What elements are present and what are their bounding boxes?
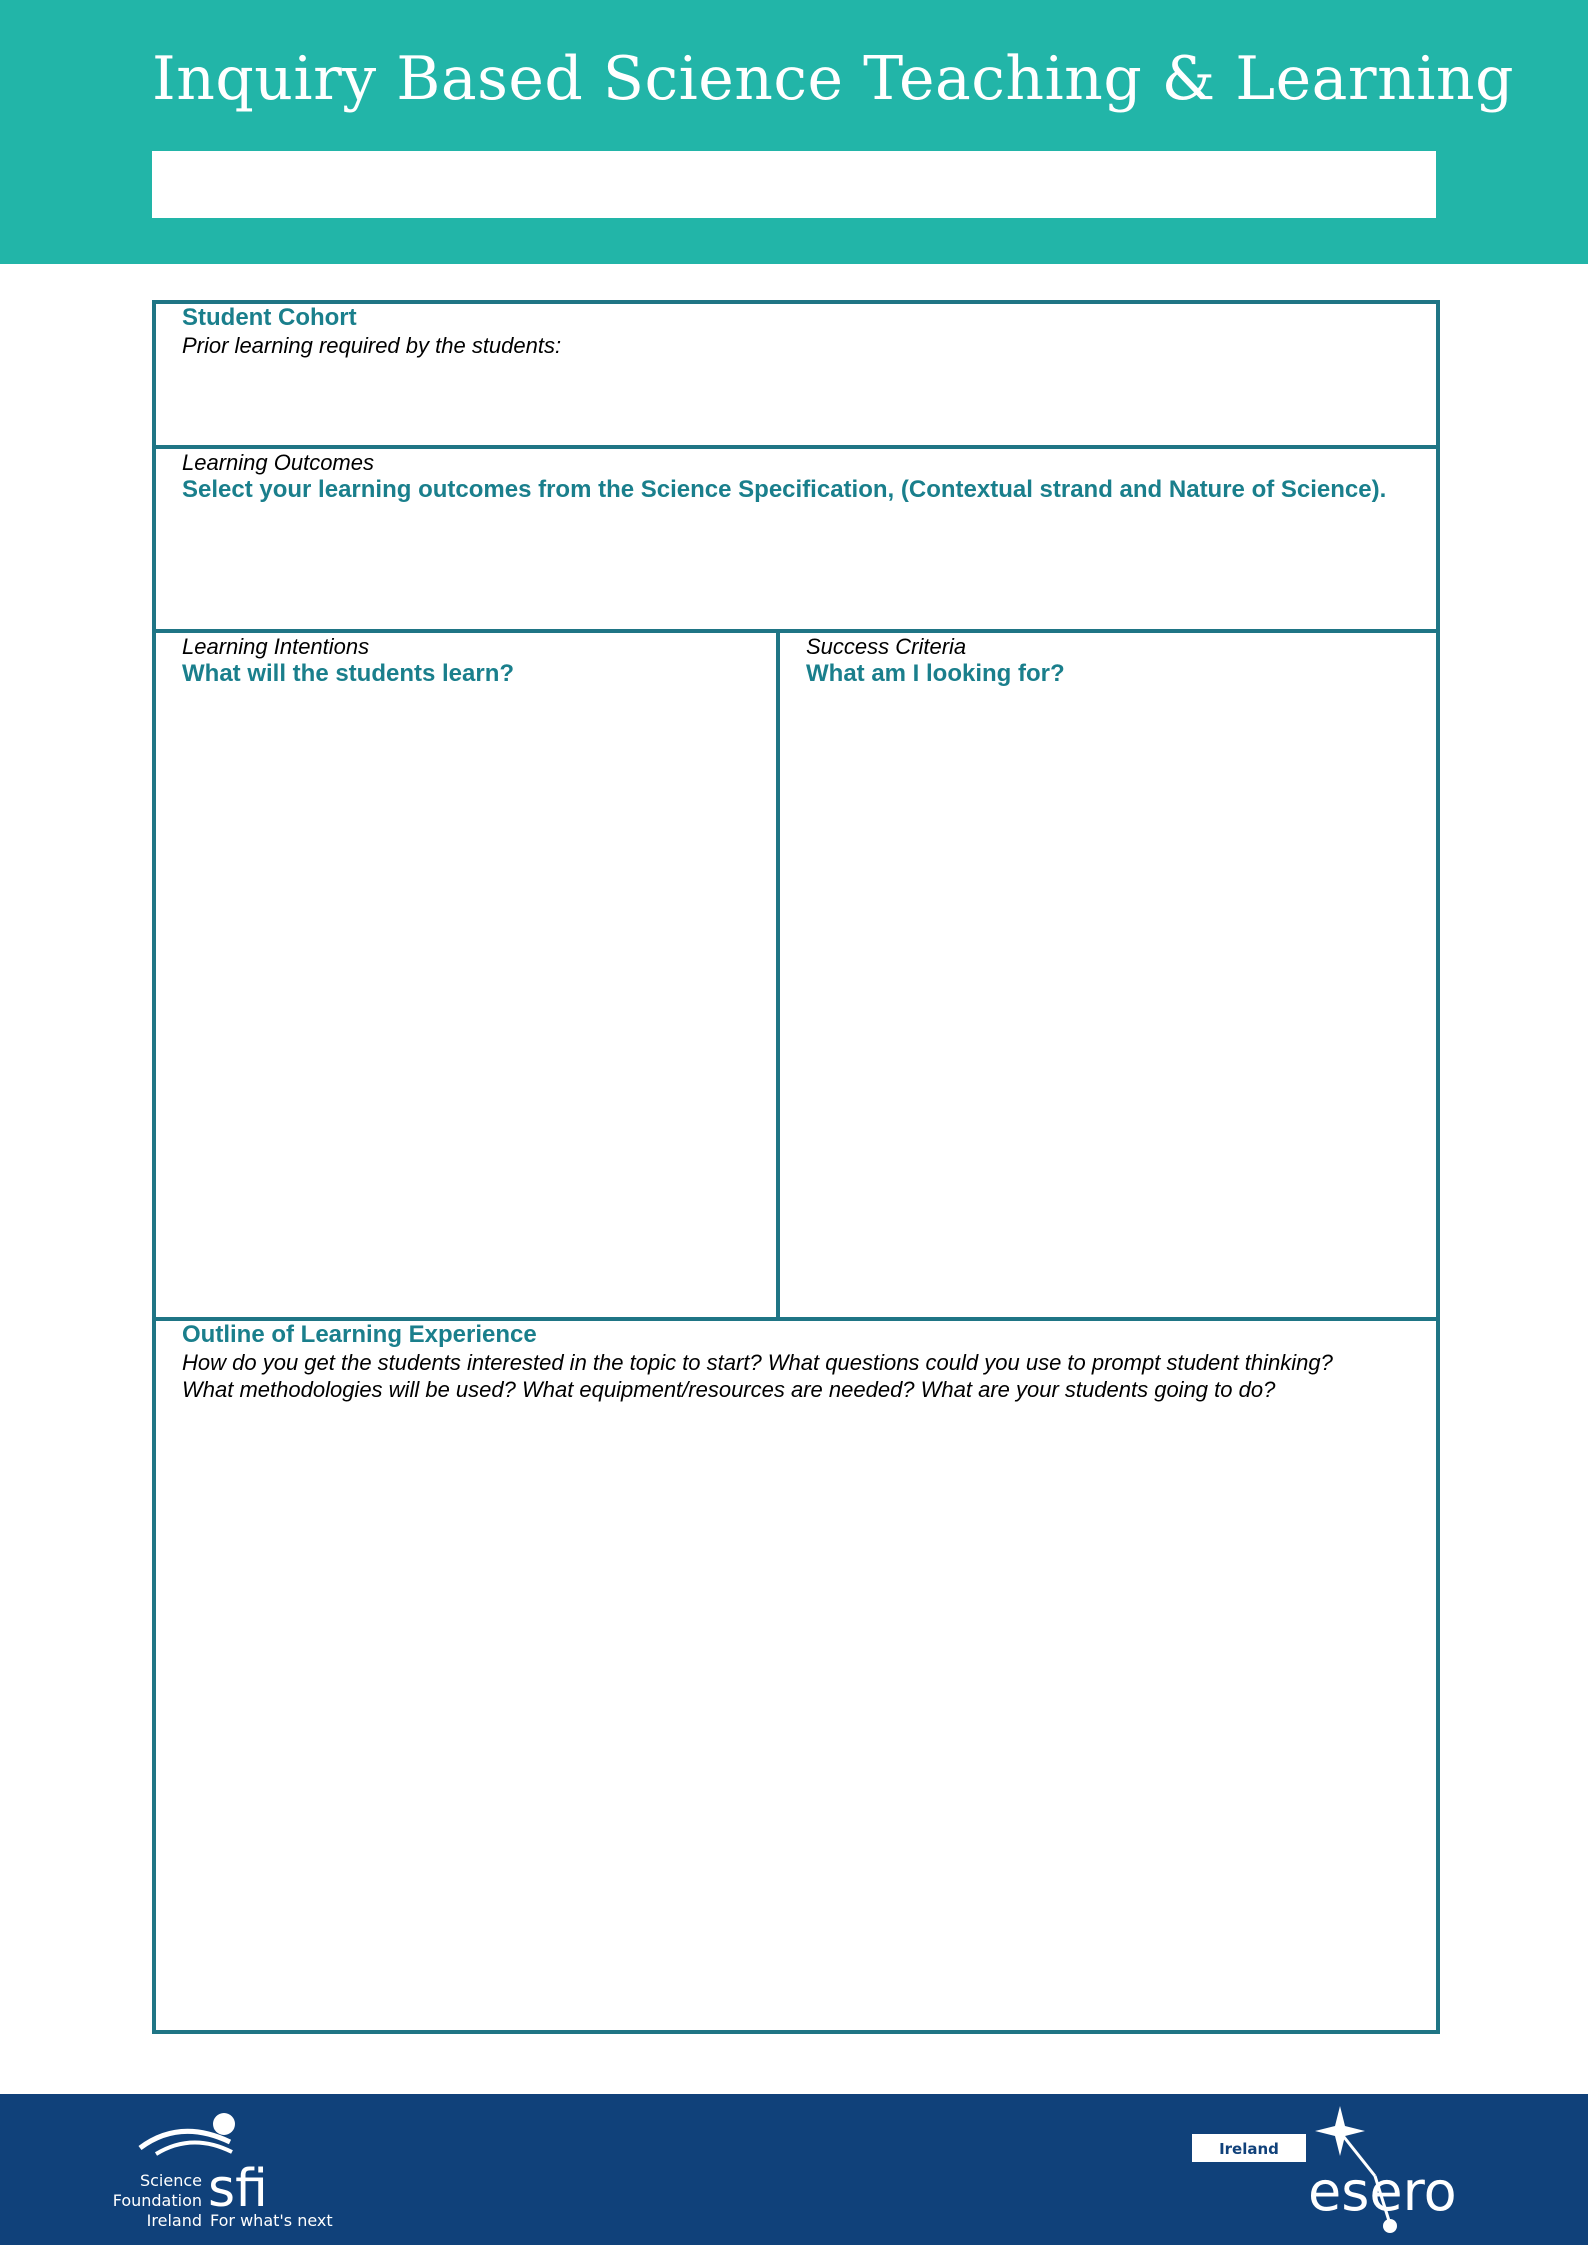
learning-intentions-label: Learning Intentions <box>182 634 370 659</box>
success-criteria-heading: What am I looking for? <box>806 660 1065 687</box>
sfi-line-1: Science <box>139 2171 202 2190</box>
page-header <box>0 0 1588 264</box>
sfi-line-2: Foundation <box>112 2191 202 2210</box>
student-cohort-heading: Student Cohort <box>182 304 357 331</box>
esero-star-icon <box>1315 2106 1365 2156</box>
learning-outcomes-label: Learning Outcomes <box>182 450 374 475</box>
sfi-logo <box>110 2104 350 2234</box>
learning-outcomes-heading: Select your learning outcomes from the Science Specification, (Contextual strand and Nature of Science). <box>182 476 1387 503</box>
learning-experience-prompt-2: What methodologies will be used? What equipment/resources are needed? What are your students going to do? <box>182 1377 1276 1402</box>
success-criteria-label: Success Criteria <box>806 634 967 659</box>
learning-experience-prompt-1: How do you get the students interested in the topic to start? What questions could you use to prompt student thinking? <box>182 1350 1333 1375</box>
sfi-logo-dot-icon <box>213 2113 235 2135</box>
lesson-title-field[interactable] <box>152 151 1436 218</box>
learning-experience-heading: Outline of Learning Experience <box>182 1321 537 1348</box>
divider-column <box>776 633 780 1317</box>
section-learning-experience[interactable] <box>182 1321 1412 2021</box>
esero-country-label: Ireland <box>1219 2140 1279 2158</box>
sfi-line-3: Ireland <box>146 2211 202 2230</box>
sfi-mark: sfi <box>208 2159 268 2219</box>
section-learning-intentions[interactable] <box>182 633 772 1317</box>
page-title: Inquiry Based Science Teaching & Learning <box>152 44 1514 114</box>
sfi-logo-swoosh-2-icon <box>156 2142 232 2154</box>
section-student-cohort[interactable] <box>182 304 1402 445</box>
sfi-tagline: For what's next <box>210 2211 333 2230</box>
esero-wordmark: esero <box>1308 2160 1457 2223</box>
section-success-criteria[interactable] <box>806 633 1406 1317</box>
learning-intentions-heading: What will the students learn? <box>182 660 515 687</box>
section-learning-outcomes[interactable] <box>182 449 1412 629</box>
prior-learning-prompt: Prior learning required by the students: <box>182 333 562 358</box>
page-footer <box>0 2094 1588 2245</box>
lesson-plan-form <box>152 300 1440 2034</box>
esero-logo <box>1190 2106 1470 2236</box>
